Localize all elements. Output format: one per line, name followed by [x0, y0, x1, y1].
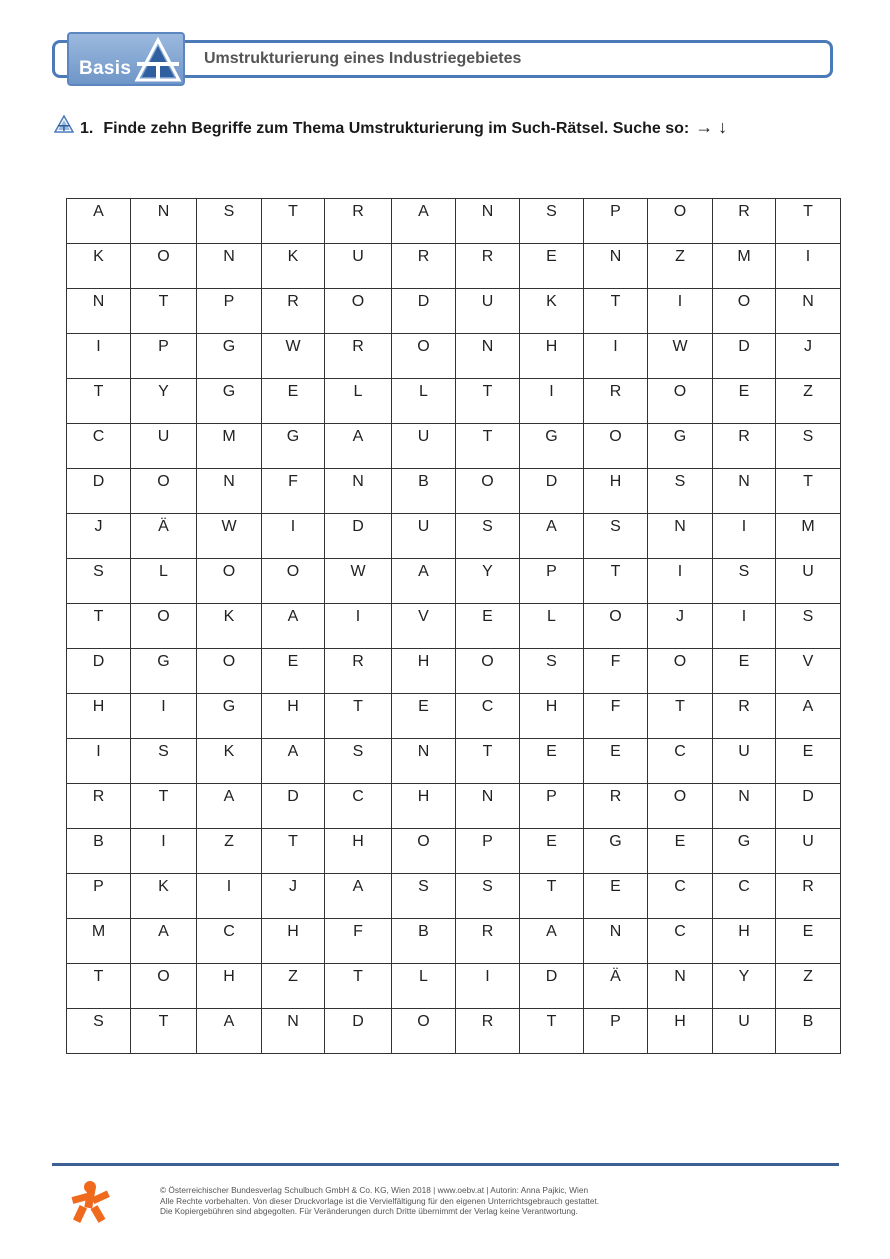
- grid-cell: H: [648, 1009, 713, 1054]
- grid-cell: W: [197, 514, 262, 559]
- triangle-level-icon: [133, 36, 183, 84]
- grid-cell: G: [262, 424, 325, 469]
- grid-cell: N: [776, 289, 841, 334]
- grid-cell: B: [776, 1009, 841, 1054]
- grid-cell: U: [131, 424, 197, 469]
- grid-cell: U: [392, 424, 456, 469]
- grid-row: [67, 334, 841, 379]
- grid-row: [67, 199, 841, 244]
- grid-cell: M: [713, 244, 776, 289]
- grid-row: [67, 514, 841, 559]
- grid-cell: S: [392, 874, 456, 919]
- grid-row: [67, 289, 841, 334]
- grid-cell: E: [584, 739, 648, 784]
- grid-row: [67, 1009, 841, 1054]
- grid-cell: S: [776, 604, 841, 649]
- grid-cell: G: [197, 379, 262, 424]
- grid-cell: N: [392, 739, 456, 784]
- grid-cell: C: [67, 424, 131, 469]
- grid-cell: O: [197, 559, 262, 604]
- grid-cell: D: [776, 784, 841, 829]
- grid-cell: C: [197, 919, 262, 964]
- grid-cell: T: [776, 199, 841, 244]
- grid-cell: E: [776, 739, 841, 784]
- grid-cell: T: [584, 289, 648, 334]
- grid-cell: U: [456, 289, 520, 334]
- footer-divider: [52, 1163, 839, 1166]
- grid-cell: I: [262, 514, 325, 559]
- grid-cell: S: [776, 424, 841, 469]
- grid-cell: O: [648, 199, 713, 244]
- grid-cell: O: [131, 469, 197, 514]
- grid-cell: O: [584, 424, 648, 469]
- grid-row: [67, 739, 841, 784]
- grid-cell: L: [131, 559, 197, 604]
- grid-cell: E: [584, 874, 648, 919]
- grid-cell: R: [456, 1009, 520, 1054]
- grid-cell: R: [584, 784, 648, 829]
- grid-row: [67, 964, 841, 1009]
- grid-cell: S: [131, 739, 197, 784]
- grid-cell: E: [262, 649, 325, 694]
- grid-cell: R: [713, 199, 776, 244]
- grid-cell: S: [325, 739, 392, 784]
- grid-cell: U: [776, 559, 841, 604]
- grid-cell: T: [456, 739, 520, 784]
- grid-cell: F: [325, 919, 392, 964]
- grid-cell: N: [197, 469, 262, 514]
- grid-cell: U: [713, 739, 776, 784]
- grid-cell: S: [713, 559, 776, 604]
- page-title: Umstrukturierung eines Industriegebietes: [204, 50, 522, 67]
- grid-cell: N: [262, 1009, 325, 1054]
- grid-cell: O: [456, 469, 520, 514]
- grid-cell: P: [520, 784, 584, 829]
- grid-cell: O: [131, 964, 197, 1009]
- grid-cell: Y: [131, 379, 197, 424]
- grid-cell: H: [392, 784, 456, 829]
- grid-cell: A: [67, 199, 131, 244]
- grid-cell: P: [131, 334, 197, 379]
- grid-cell: T: [520, 874, 584, 919]
- grid-cell: R: [584, 379, 648, 424]
- grid-row: [67, 244, 841, 289]
- grid-cell: G: [584, 829, 648, 874]
- grid-cell: T: [325, 964, 392, 1009]
- grid-cell: N: [197, 244, 262, 289]
- grid-cell: T: [776, 469, 841, 514]
- grid-cell: I: [648, 559, 713, 604]
- grid-cell: S: [456, 874, 520, 919]
- grid-cell: W: [325, 559, 392, 604]
- grid-cell: N: [713, 784, 776, 829]
- grid-cell: O: [648, 379, 713, 424]
- grid-cell: B: [392, 469, 456, 514]
- grid-cell: G: [197, 334, 262, 379]
- grid-cell: R: [325, 334, 392, 379]
- grid-cell: R: [325, 199, 392, 244]
- basis-logo: [67, 32, 185, 86]
- grid-cell: K: [197, 604, 262, 649]
- task-instruction: [80, 117, 727, 138]
- grid-cell: T: [67, 379, 131, 424]
- grid-cell: Z: [262, 964, 325, 1009]
- grid-cell: R: [713, 694, 776, 739]
- grid-cell: T: [456, 424, 520, 469]
- grid-cell: L: [520, 604, 584, 649]
- grid-cell: M: [776, 514, 841, 559]
- grid-row: [67, 379, 841, 424]
- grid-cell: A: [325, 424, 392, 469]
- direction-arrows: → ↓: [695, 117, 728, 137]
- grid-cell: H: [67, 694, 131, 739]
- grid-cell: O: [392, 1009, 456, 1054]
- grid-cell: E: [456, 604, 520, 649]
- grid-cell: U: [713, 1009, 776, 1054]
- grid-cell: B: [392, 919, 456, 964]
- grid-cell: E: [262, 379, 325, 424]
- grid-cell: O: [648, 649, 713, 694]
- grid-cell: Z: [776, 379, 841, 424]
- grid-cell: N: [713, 469, 776, 514]
- grid-cell: E: [520, 739, 584, 784]
- grid-cell: D: [67, 469, 131, 514]
- grid-cell: C: [648, 739, 713, 784]
- grid-cell: E: [520, 829, 584, 874]
- grid-cell: N: [456, 334, 520, 379]
- grid-cell: H: [392, 649, 456, 694]
- grid-cell: D: [67, 649, 131, 694]
- grid-cell: R: [325, 649, 392, 694]
- grid-cell: O: [648, 784, 713, 829]
- grid-cell: C: [456, 694, 520, 739]
- grid-cell: F: [584, 649, 648, 694]
- grid-cell: J: [648, 604, 713, 649]
- grid-cell: T: [325, 694, 392, 739]
- footer-line-1: © Österreichischer Bundesverlag Schulbuch GmbH & Co. KG, Wien 2018 | www.oebv.at | Autorin: Anna Pajkic, Wien: [160, 1185, 589, 1195]
- grid-cell: I: [131, 829, 197, 874]
- grid-cell: D: [392, 289, 456, 334]
- grid-cell: D: [520, 964, 584, 1009]
- grid-cell: O: [325, 289, 392, 334]
- task-text: Finde zehn Begriffe zum Thema Umstrukturierung im Such-Rätsel. Suche so:: [103, 120, 690, 137]
- grid-cell: Z: [648, 244, 713, 289]
- grid-cell: F: [584, 694, 648, 739]
- grid-cell: R: [392, 244, 456, 289]
- grid-cell: S: [648, 469, 713, 514]
- grid-cell: K: [520, 289, 584, 334]
- grid-cell: I: [584, 334, 648, 379]
- word-search-grid: [66, 198, 841, 1054]
- grid-cell: R: [262, 289, 325, 334]
- grid-cell: S: [520, 649, 584, 694]
- grid-cell: T: [67, 604, 131, 649]
- grid-cell: T: [131, 289, 197, 334]
- grid-cell: K: [262, 244, 325, 289]
- task-number: 1.: [80, 120, 94, 137]
- grid-cell: N: [648, 964, 713, 1009]
- grid-cell: N: [584, 244, 648, 289]
- grid-cell: L: [392, 379, 456, 424]
- grid-cell: G: [648, 424, 713, 469]
- grid-cell: A: [392, 199, 456, 244]
- grid-cell: N: [584, 919, 648, 964]
- grid-cell: S: [520, 199, 584, 244]
- grid-cell: C: [713, 874, 776, 919]
- footer-line-3: Die Kopiergebühren sind abgegolten. Für Veränderungen durch Dritte übernimmt der Verlag keine Verantwortung.: [160, 1206, 578, 1216]
- grid-cell: H: [262, 919, 325, 964]
- grid-cell: P: [67, 874, 131, 919]
- grid-cell: H: [713, 919, 776, 964]
- grid-cell: Ä: [131, 514, 197, 559]
- grid-cell: C: [648, 874, 713, 919]
- grid-cell: E: [776, 919, 841, 964]
- logo-label: Basis: [79, 58, 132, 79]
- grid-row: [67, 874, 841, 919]
- grid-row: [67, 649, 841, 694]
- grid-cell: H: [197, 964, 262, 1009]
- grid-cell: K: [131, 874, 197, 919]
- grid-cell: B: [67, 829, 131, 874]
- grid-cell: K: [197, 739, 262, 784]
- publisher-logo-icon: [68, 1180, 112, 1224]
- grid-cell: S: [456, 514, 520, 559]
- grid-cell: I: [197, 874, 262, 919]
- grid-cell: T: [648, 694, 713, 739]
- grid-cell: I: [325, 604, 392, 649]
- grid-cell: E: [648, 829, 713, 874]
- grid-cell: H: [325, 829, 392, 874]
- grid-row: [67, 784, 841, 829]
- grid-cell: A: [520, 919, 584, 964]
- grid-cell: R: [776, 874, 841, 919]
- grid-cell: T: [131, 784, 197, 829]
- grid-cell: I: [713, 604, 776, 649]
- grid-cell: I: [520, 379, 584, 424]
- grid-cell: S: [67, 559, 131, 604]
- grid-cell: N: [67, 289, 131, 334]
- grid-cell: Y: [456, 559, 520, 604]
- grid-cell: I: [713, 514, 776, 559]
- grid-cell: C: [648, 919, 713, 964]
- grid-cell: V: [776, 649, 841, 694]
- grid-cell: G: [131, 649, 197, 694]
- grid-cell: T: [262, 199, 325, 244]
- grid-cell: R: [456, 919, 520, 964]
- grid-cell: D: [713, 334, 776, 379]
- grid-cell: A: [392, 559, 456, 604]
- grid-cell: K: [67, 244, 131, 289]
- grid-cell: J: [776, 334, 841, 379]
- grid-row: [67, 604, 841, 649]
- grid-cell: E: [520, 244, 584, 289]
- grid-cell: U: [776, 829, 841, 874]
- grid-cell: Ä: [584, 964, 648, 1009]
- grid-cell: S: [584, 514, 648, 559]
- grid-cell: O: [392, 829, 456, 874]
- grid-cell: O: [262, 559, 325, 604]
- grid-cell: M: [197, 424, 262, 469]
- basis-level-icon: [54, 115, 74, 133]
- grid-cell: O: [392, 334, 456, 379]
- grid-cell: A: [131, 919, 197, 964]
- grid-cell: N: [131, 199, 197, 244]
- grid-cell: Y: [713, 964, 776, 1009]
- grid-cell: L: [325, 379, 392, 424]
- grid-cell: Z: [197, 829, 262, 874]
- grid-cell: U: [392, 514, 456, 559]
- grid-cell: E: [392, 694, 456, 739]
- grid-cell: A: [262, 604, 325, 649]
- grid-cell: S: [197, 199, 262, 244]
- grid-cell: P: [520, 559, 584, 604]
- grid-cell: D: [325, 1009, 392, 1054]
- grid-row: [67, 469, 841, 514]
- footer-line-2: Alle Rechte vorbehalten. Von dieser Druckvorlage ist die Vervielfältigung für den eigenen Unterrichtsgebrauch gestattet.: [160, 1195, 600, 1206]
- grid-cell: J: [67, 514, 131, 559]
- grid-cell: F: [262, 469, 325, 514]
- grid-cell: W: [262, 334, 325, 379]
- grid-cell: P: [584, 199, 648, 244]
- grid-cell: I: [648, 289, 713, 334]
- grid-cell: T: [131, 1009, 197, 1054]
- grid-cell: D: [262, 784, 325, 829]
- grid-cell: H: [520, 334, 584, 379]
- grid-cell: U: [325, 244, 392, 289]
- grid-cell: W: [648, 334, 713, 379]
- grid-cell: G: [197, 694, 262, 739]
- grid-cell: V: [392, 604, 456, 649]
- grid-row: [67, 559, 841, 604]
- grid-cell: O: [131, 604, 197, 649]
- grid-row: [67, 829, 841, 874]
- grid-cell: H: [520, 694, 584, 739]
- grid-cell: A: [520, 514, 584, 559]
- grid-cell: T: [262, 829, 325, 874]
- grid-row: [67, 919, 841, 964]
- grid-cell: I: [67, 334, 131, 379]
- grid-cell: T: [584, 559, 648, 604]
- grid-cell: O: [197, 649, 262, 694]
- grid-cell: L: [392, 964, 456, 1009]
- grid-cell: A: [197, 784, 262, 829]
- grid-cell: N: [456, 784, 520, 829]
- grid-cell: H: [584, 469, 648, 514]
- grid-cell: I: [776, 244, 841, 289]
- grid-cell: I: [456, 964, 520, 1009]
- grid-cell: E: [713, 379, 776, 424]
- grid-cell: R: [456, 244, 520, 289]
- grid-cell: Z: [776, 964, 841, 1009]
- grid-cell: O: [456, 649, 520, 694]
- grid-cell: O: [713, 289, 776, 334]
- grid-cell: D: [325, 514, 392, 559]
- grid-cell: O: [584, 604, 648, 649]
- grid-row: [67, 424, 841, 469]
- grid-cell: G: [713, 829, 776, 874]
- grid-cell: C: [325, 784, 392, 829]
- grid-cell: N: [648, 514, 713, 559]
- grid-cell: R: [713, 424, 776, 469]
- grid-cell: M: [67, 919, 131, 964]
- grid-cell: J: [262, 874, 325, 919]
- grid-row: [67, 694, 841, 739]
- grid-cell: E: [713, 649, 776, 694]
- grid-cell: O: [131, 244, 197, 289]
- grid-cell: P: [456, 829, 520, 874]
- grid-cell: G: [520, 424, 584, 469]
- grid-cell: T: [67, 964, 131, 1009]
- grid-cell: N: [456, 199, 520, 244]
- grid-cell: H: [262, 694, 325, 739]
- grid-cell: A: [325, 874, 392, 919]
- copyright-notice: [160, 1185, 599, 1217]
- grid-cell: T: [456, 379, 520, 424]
- grid-cell: D: [520, 469, 584, 514]
- grid-cell: T: [520, 1009, 584, 1054]
- grid-cell: I: [67, 739, 131, 784]
- grid-cell: I: [131, 694, 197, 739]
- grid-cell: P: [197, 289, 262, 334]
- grid-cell: R: [67, 784, 131, 829]
- grid-cell: S: [67, 1009, 131, 1054]
- grid-cell: A: [262, 739, 325, 784]
- grid-cell: A: [776, 694, 841, 739]
- grid-cell: A: [197, 1009, 262, 1054]
- grid-cell: N: [325, 469, 392, 514]
- grid-cell: P: [584, 1009, 648, 1054]
